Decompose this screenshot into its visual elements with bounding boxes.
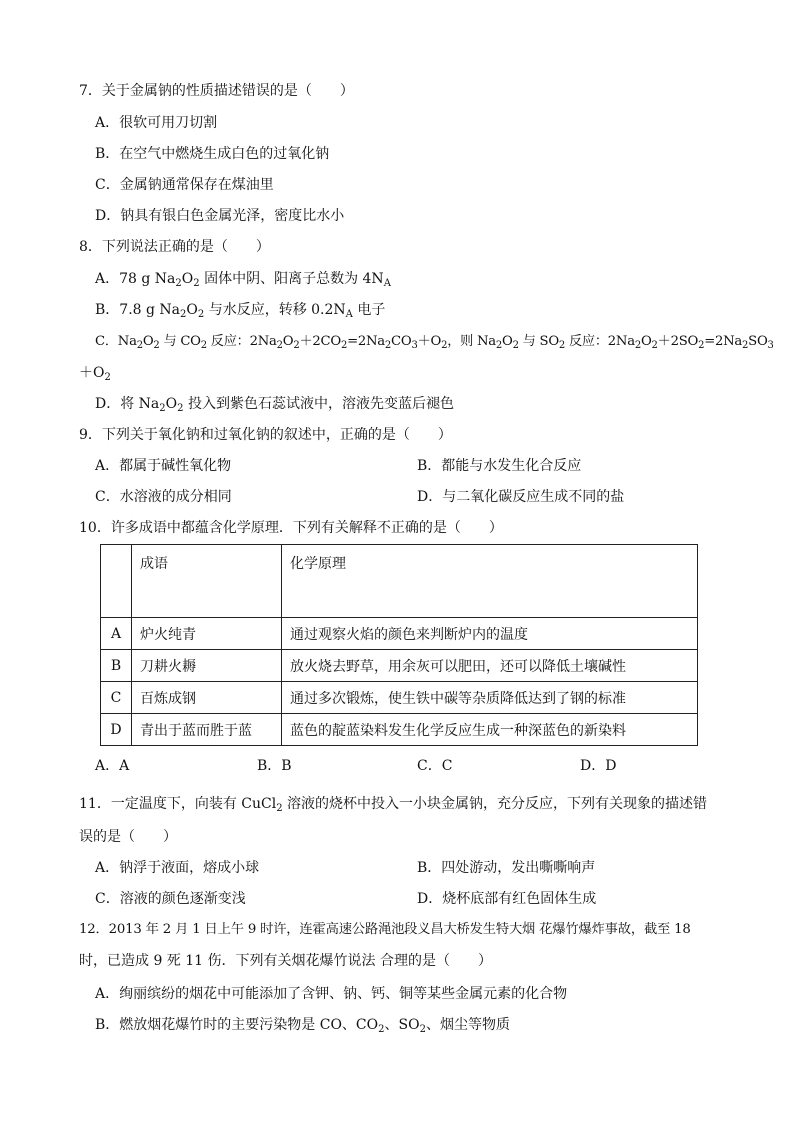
q7-option-b: B．在空气中燃烧生成白色的过氧化钠: [95, 146, 330, 162]
table-row: [101, 618, 698, 650]
q12-stem-continuation: 时，已造成 9 死 11 伤．下列有关烟花爆竹说法 合理的是（ ）: [79, 953, 492, 969]
q7-stem: 7．关于金属钠的性质描述错误的是（ ）: [79, 83, 354, 99]
q10-option-c: C．C: [417, 758, 453, 774]
q11-option-b: B．四处游动，发出嘶嘶响声: [417, 860, 596, 876]
q9-stem: 9．下列关于氧化钠和过氧化钠的叙述中，正确的是（ ）: [79, 427, 452, 443]
q10-stem: 10．许多成语中都蕴含化学原理．下列有关解释不正确的是（ ）: [79, 520, 503, 536]
table-cell: 通过多次锻炼，使生铁中碳等杂质降低达到了钢的标准: [282, 682, 698, 714]
table-cell: D: [101, 714, 132, 746]
q11-option-c: C．溶液的颜色逐渐变浅: [95, 891, 246, 907]
q7-option-a: A．很软可用刀切割: [95, 115, 218, 131]
q10-option-d: D．D: [580, 758, 617, 774]
q11-option-a: A．钠浮于液面，熔成小球: [95, 860, 260, 876]
q8-option-c: C．$Na_2O_2$ 与 $CO_2$ 反应：$2Na_2O_2+2CO_2=2Na_2CO_3+O_2$，则 $Na_2O_2$ 与 $SO_2$ 反应：$2Na_2O_2+2SO_2=2Na_2SO_3$: [95, 334, 774, 351]
table-row: [101, 650, 698, 682]
q7-option-c: C．金属钠通常保存在煤油里: [95, 177, 274, 193]
table-cell: C: [101, 682, 132, 714]
q12-stem: 12．2013 年 2 月 1 日上午 9 时许，连霍高速公路渑池段义昌大桥发生特大烟 花爆竹爆炸事故，截至 18: [79, 922, 691, 937]
q7-option-d: D．钠具有银白色金属光泽，密度比水小: [95, 208, 345, 224]
q12-option-a: A．绚丽缤纷的烟花中可能添加了含钾、钠、钙、铜等某些金属元素的化合物: [95, 986, 568, 1002]
q8-option-c-continuation: $+O_2$: [79, 365, 111, 383]
q8-stem: 8．下列说法正确的是（ ）: [79, 239, 270, 255]
q9-option-b: B．都能与水发生化合反应: [417, 458, 582, 474]
q11-option-d: D．烧杯底部有红色固体生成: [417, 891, 597, 907]
table-cell: 刀耕火耨: [132, 650, 282, 682]
q8-option-d: D．将 $Na_2O_2$ 投入到紫色石蕊试液中，溶液先变蓝后褪色: [95, 396, 454, 414]
q11-stem: 11．一定温度下，向装有 CuCl$_2$ 溶液的烧杯中投入一小块金属钠，充分反应，下列有关现象的描述错: [79, 796, 708, 814]
table-header-row: [101, 545, 698, 618]
q10-option-b: B．B: [257, 758, 292, 774]
q11-stem-continuation: 误的是（ ）: [79, 829, 177, 845]
table-row: [101, 682, 698, 714]
q9-option-a: A．都属于碱性氧化物: [95, 458, 232, 474]
table-cell: 青出于蓝而胜于蓝: [132, 714, 282, 746]
q8-option-b: B．7.8 g $Na_2O_2$ 与水反应，转移 $0.2N_A$ 电子: [95, 302, 386, 320]
table-cell: 炉火纯青: [132, 618, 282, 650]
idiom-table: [100, 544, 698, 746]
q8-option-a: A．78 g $Na_2O_2$ 固体中阴、阳离子总数为 $4N_A$: [95, 271, 391, 289]
q9-option-c: C．水溶液的成分相同: [95, 489, 232, 505]
q9-option-d: D．与二氧化碳反应生成不同的盐: [417, 489, 625, 505]
table-cell: B: [101, 650, 132, 682]
table-header-cell: 化学原理: [282, 545, 698, 618]
table-cell: 通过观察火焰的颜色来判断炉内的温度: [282, 618, 698, 650]
table-cell: 百炼成钢: [132, 682, 282, 714]
table-header-cell: 成语: [132, 545, 282, 618]
q12-option-b: B．燃放烟花爆竹时的主要污染物是 CO、$CO_2$、$SO_2$、烟尘等物质: [95, 1017, 510, 1035]
table-cell: 放火烧去野草，用余灰可以肥田，还可以降低土壤碱性: [282, 650, 698, 682]
table-header-cell: [101, 545, 132, 618]
table-cell: 蓝色的靛蓝染料发生化学反应生成一种深蓝色的新染料: [282, 714, 698, 746]
table-cell: A: [101, 618, 132, 650]
q10-option-a: A．A: [95, 758, 130, 774]
table-row: [101, 714, 698, 746]
